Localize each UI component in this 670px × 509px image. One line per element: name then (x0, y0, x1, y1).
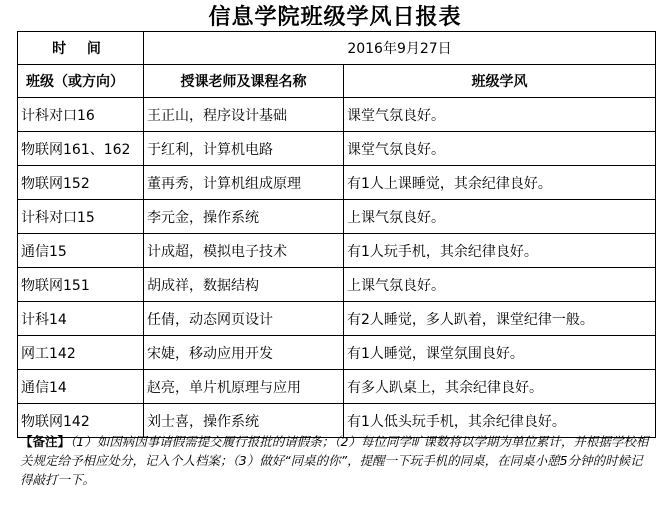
teacher-course-cell: 刘士喜，操作系统 (144, 404, 344, 438)
class-cell: 物联网151 (18, 268, 144, 302)
teacher-course-cell: 任倩，动态网页设计 (144, 302, 344, 336)
time-label: 时 间 (18, 32, 144, 65)
report-date: 2016年9月27日 (144, 32, 656, 65)
study-style-cell: 有1人低头玩手机，其余纪律良好。 (344, 404, 656, 438)
teacher-course-cell: 计成超，模拟电子技术 (144, 234, 344, 268)
header-class: 班级（或方向） (18, 65, 144, 98)
study-style-cell: 有多人趴桌上，其余纪律良好。 (344, 370, 656, 404)
report-table (17, 31, 656, 438)
teacher-course-cell: 董再秀，计算机组成原理 (144, 166, 344, 200)
header-row (18, 65, 656, 98)
time-row (18, 32, 656, 65)
header-study-style: 班级学风 (344, 65, 656, 98)
teacher-course-cell: 李元金，操作系统 (144, 200, 344, 234)
class-cell: 计科对口15 (18, 200, 144, 234)
remarks (20, 432, 654, 489)
table-row (18, 302, 656, 336)
report-title: 信息学院班级学风日报表 (208, 4, 462, 30)
teacher-course-cell: 王正山，程序设计基础 (144, 98, 344, 132)
class-cell: 物联网142 (18, 404, 144, 438)
study-style-cell: 课堂气氛良好。 (344, 132, 656, 166)
table-row (18, 234, 656, 268)
table-row (18, 166, 656, 200)
table-row (18, 98, 656, 132)
header-teacher-course: 授课老师及课程名称 (144, 65, 344, 98)
class-cell: 通信15 (18, 234, 144, 268)
remarks-text: （1）如因病因事请假需提交履行报批的请假条；（2）每位同学旷课数将以学期为单位累计，并根据学校相关规定给予相应处分，记入个人档案；（3）做好“同桌的你”，提醒一下玩手机的同桌，在同桌小憩5分钟的时候记得敲打一下。 (20, 434, 649, 487)
teacher-course-cell: 于红利，计算机电路 (144, 132, 344, 166)
class-cell: 物联网152 (18, 166, 144, 200)
study-style-cell: 有1人玩手机，其余纪律良好。 (344, 234, 656, 268)
table-row (18, 268, 656, 302)
class-cell: 计科14 (18, 302, 144, 336)
teacher-course-cell: 胡成祥，数据结构 (144, 268, 344, 302)
study-style-cell: 上课气氛良好。 (344, 200, 656, 234)
study-style-cell: 有1人睡觉，课堂氛围良好。 (344, 336, 656, 370)
study-style-cell: 有1人上课睡觉，其余纪律良好。 (344, 166, 656, 200)
teacher-course-cell: 宋婕，移动应用开发 (144, 336, 344, 370)
class-cell: 通信14 (18, 370, 144, 404)
table-row (18, 370, 656, 404)
study-style-cell: 课堂气氛良好。 (344, 98, 656, 132)
remarks-label: 【备注】 (20, 434, 71, 449)
table-row (18, 132, 656, 166)
study-style-cell: 有2人睡觉，多人趴着，课堂纪律一般。 (344, 302, 656, 336)
class-cell: 网工142 (18, 336, 144, 370)
teacher-course-cell: 赵亮，单片机原理与应用 (144, 370, 344, 404)
class-cell: 计科对口16 (18, 98, 144, 132)
class-cell: 物联网161、162 (18, 132, 144, 166)
study-style-cell: 上课气氛良好。 (344, 268, 656, 302)
table-row (18, 200, 656, 234)
table-row (18, 336, 656, 370)
